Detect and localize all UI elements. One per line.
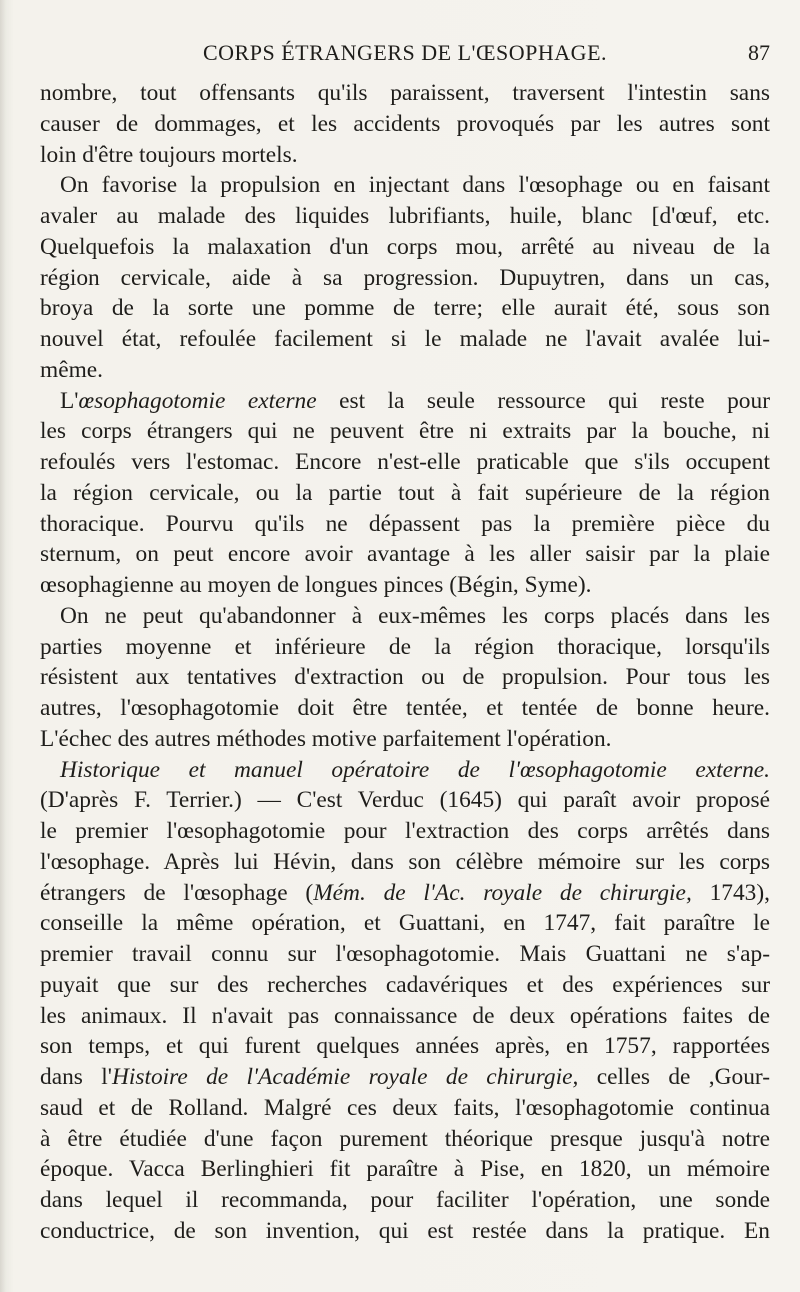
text-line — [40, 970, 770, 1001]
text-run: résistent aux tentatives d'extraction ou de propulsion. Pour tous les — [40, 664, 770, 691]
running-title: CORPS ÉTRANGERS DE L'ŒSOPHAGE. — [202, 40, 608, 65]
text-run: saud et de Rolland. Malgré ces deux faits, l'œsophagotomie continua — [40, 1094, 770, 1121]
text-run: conseille la même opération, et Guattani, en 1747, fait paraître le — [40, 910, 770, 937]
text-line — [40, 755, 770, 786]
text-run: broya de la sorte une pomme de terre; elle aurait été, sous son — [40, 295, 770, 322]
text-run: la région cervicale, ou la partie tout à fait supérieure de la région — [40, 479, 770, 506]
text-run: nombre, tout offensants qu'ils paraissent, traversent l'intestin sans — [40, 80, 770, 106]
text-run: à être étudiée d'une façon purement théorique presque jusqu'à notre — [40, 1125, 770, 1152]
text-run: causer de dommages, et les accidents provoqués par les autres sont — [40, 110, 770, 137]
text-line — [40, 447, 770, 478]
text-line — [40, 1062, 770, 1093]
text-run: conductrice, de son invention, qui est restée dans la pratique. En — [40, 1217, 770, 1244]
text-line — [40, 170, 770, 201]
text-run: autres, l'œsophagotomie doit être tentée, et tentée de bonne heure. — [40, 695, 770, 721]
text-line — [40, 1093, 770, 1124]
text-line — [40, 601, 770, 632]
italic-text: Histoire de l'Académie royale de chirurgie, — [111, 1064, 579, 1090]
text-run: le premier l'œsophagotomie pour l'extraction des corps arrêtés dans — [40, 818, 770, 844]
text-run: refoulés vers l'estomac. Encore n'est-elle praticable que s'ils occupent — [40, 449, 770, 475]
text-run: Quelquefois la malaxation d'un corps mou, arrêté au niveau de la — [40, 233, 770, 260]
text-run: même. — [40, 356, 103, 383]
text-run: L'échec des autres méthodes motive parfaitement l'opération. — [40, 725, 612, 752]
text-run: nouvel état, refoulée facilement si le malade ne l'avait avalée lui- — [40, 326, 770, 352]
text-run: l'œsophage. Après lui Hévin, dans son célèbre mémoire sur les corps — [40, 848, 770, 875]
text-line — [40, 816, 770, 847]
text-line — [40, 1031, 770, 1062]
text-line — [40, 724, 770, 755]
text-run: dans lequel il recommanda, pour faciliter l'opération, une sonde — [40, 1187, 770, 1213]
italic-text: Historique et manuel opératoire de l'œsophagotomie externe. — [60, 756, 770, 783]
text-line — [40, 78, 770, 109]
text-run: premier travail connu sur l'œsophagotomie. Mais Guattani ne s'ap- — [40, 941, 770, 967]
text-run: loin d'être toujours mortels. — [40, 141, 298, 168]
text-run: (D'après F. Terrier.) — C'est Verduc (1645) qui paraît avoir proposé — [40, 787, 770, 814]
text-line — [40, 293, 770, 324]
text-line — [40, 847, 770, 878]
text-line — [40, 570, 770, 601]
text-run: œsophagienne au moyen de longues pinces (Bégin, Syme). — [40, 572, 592, 598]
text-line — [40, 386, 770, 417]
text-run: époque. Vacca Berlinghieri fit paraître à Pise, en 1820, un mémoire — [40, 1156, 770, 1183]
text-line — [40, 908, 770, 939]
text-run: L' — [60, 387, 79, 414]
text-line — [40, 478, 770, 509]
text-line — [40, 785, 770, 816]
text-line — [40, 539, 770, 570]
page-header — [40, 36, 770, 70]
text-run: les corps étrangers qui ne peuvent être ni extraits par la bouche, ni — [40, 418, 770, 445]
text-line — [40, 939, 770, 970]
text-run: avaler au malade des liquides lubrifiants, huile, blanc [d'œuf, etc. — [40, 203, 770, 229]
text-line — [40, 693, 770, 724]
text-line — [40, 1185, 770, 1216]
text-run: celles de ,Gour- — [578, 1064, 771, 1090]
text-run: région cervicale, aide à sa progression. Dupuytren, dans un cas, — [40, 264, 770, 291]
text-run: On ne peut qu'abandonner à eux-mêmes les corps placés dans les — [60, 602, 770, 629]
text-line — [40, 232, 770, 263]
text-line — [40, 416, 770, 447]
text-line — [40, 109, 770, 140]
text-line — [40, 355, 770, 386]
text-line — [40, 140, 770, 171]
text-run: est la seule ressource qui reste pour — [316, 387, 770, 414]
text-line — [40, 509, 770, 540]
italic-text: Mém. de l'Ac. royale de chirurgie, — [313, 879, 692, 906]
text-line — [40, 324, 770, 355]
text-run: parties moyenne et inférieure de la région thoracique, lorsqu'ils — [40, 633, 770, 660]
text-line — [40, 662, 770, 693]
text-line — [40, 1001, 770, 1032]
text-run: 1743), — [691, 879, 770, 906]
page-number: 87 — [748, 40, 770, 65]
text-line — [40, 1154, 770, 1185]
body-text — [40, 78, 770, 1247]
text-line — [40, 1124, 770, 1155]
text-run: thoracique. Pourvu qu'ils ne dépassent pas la première pièce du — [40, 510, 770, 537]
text-run: puyait que sur des recherches cadavériques et des expériences sur — [40, 971, 770, 998]
text-line — [40, 878, 770, 909]
italic-text: œsophagotomie externe — [78, 387, 317, 414]
text-run: son temps, et qui furent quelques années après, en 1757, rapportées — [40, 1033, 770, 1060]
text-run: étrangers de l'œsophage ( — [40, 879, 314, 906]
text-run: On favorise la propulsion en injectant dans l'œsophage ou en faisant — [60, 172, 770, 199]
text-line — [40, 1216, 770, 1247]
text-run: les animaux. Il n'avait pas connaissance de deux opérations faites de — [40, 1002, 770, 1029]
text-line — [40, 201, 770, 232]
text-run: sternum, on peut encore avoir avantage à les aller saisir par la plaie — [40, 541, 770, 568]
text-line — [40, 263, 770, 294]
text-run: dans l' — [40, 1064, 112, 1090]
text-line — [40, 632, 770, 663]
